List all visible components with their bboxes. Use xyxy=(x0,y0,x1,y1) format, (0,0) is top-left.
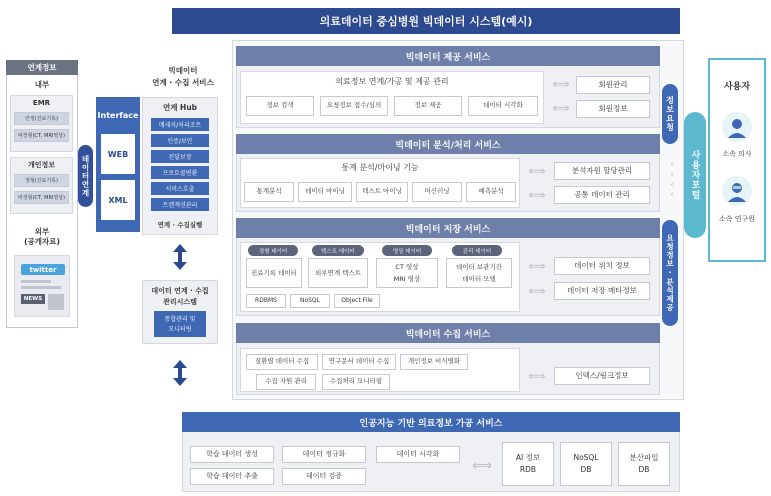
ai-db-rdb-line1: AI 정보 xyxy=(515,453,541,462)
collect-title-line2: 연계 · 수집 서비스 xyxy=(152,77,214,87)
image-data-text2: MRI 영상 xyxy=(393,274,421,283)
double-arrow-icon: ⟺ xyxy=(552,101,570,115)
external-sub-label: (공개자료) xyxy=(24,237,60,246)
analysis-pill-ml: 머신러닝 xyxy=(412,182,462,202)
gather-research-docs: 연구문서 데이터 수집 xyxy=(322,354,396,370)
analysis-sub: 통계 분석/마이닝 기능 xyxy=(341,163,419,172)
hub-chip-service-call: 서비스호출 xyxy=(151,182,209,195)
page-title: 의료데이터 중심병원 빅데이터 시스템(예시) xyxy=(172,8,680,34)
doctor-icon xyxy=(722,112,752,142)
data-link-vertical-text: 데이터연계 xyxy=(81,154,90,198)
personal-info-title: 개인정보 xyxy=(27,161,56,169)
external-news-image xyxy=(14,255,70,317)
info-request-text: 정보요청 xyxy=(665,96,675,132)
researcher-label: 소속 연구원 xyxy=(718,215,756,223)
double-arrow-icon: ⟺ xyxy=(528,259,546,273)
storage-nosql: NoSQL xyxy=(290,294,330,308)
double-arrow-icon: ⟺ xyxy=(528,164,546,178)
gather-resource-mgmt: 수집 자원 관리 xyxy=(256,374,316,390)
web-box: WEB xyxy=(101,134,135,174)
member-management: 회원관리 xyxy=(576,76,650,94)
image-data-text1: CT 영상 xyxy=(395,262,419,271)
double-arrow-icon: ⟺ xyxy=(528,284,546,298)
external-label: 외부 xyxy=(34,227,50,236)
chevron-left-icons: ‹ ‹ ‹ ‹ xyxy=(670,160,674,200)
ai-validate: 데이터 검증 xyxy=(282,468,366,485)
mgmt-data-text2: 데이터 모델 xyxy=(462,274,496,283)
ai-db-distributed-line2: DB xyxy=(638,465,650,474)
personal-item-unstructured: 비정형(CT, MRI영상) xyxy=(14,191,69,204)
provide-pill-provide: 정보 제공 xyxy=(394,96,462,116)
gather-disease: 질환별 데이터 수집 xyxy=(246,354,318,370)
emr-item-structured: 안정(진료기록) xyxy=(14,112,69,125)
collect-title-line1: 빅데이터 xyxy=(168,65,198,75)
ai-db-nosql-line2: DB xyxy=(580,465,592,474)
news-label: NEWS xyxy=(21,294,45,304)
provide-header: 빅데이터 제공 서비스 xyxy=(236,46,660,66)
text-data-text: 외부연계 텍스트 xyxy=(314,268,362,277)
hub-chip-message: 메세지/처리조트 xyxy=(151,118,209,131)
info-request-label xyxy=(662,84,678,144)
hub-footer: 연계 · 수집실행 xyxy=(157,220,203,229)
provide-pill-visualize: 데이터 시각화 xyxy=(468,96,538,116)
mgmt-chip-line2: 모니터링 xyxy=(168,326,192,333)
user-portal-label xyxy=(684,112,706,238)
data-link-vertical-label xyxy=(78,145,93,207)
analysis-pill-statistics: 통계분석 xyxy=(244,182,294,202)
xml-box: XML xyxy=(101,180,135,220)
common-data-management: 공통 데이터 관리 xyxy=(554,186,650,204)
request-provide-text: 요청정보·분석제공 xyxy=(665,234,675,312)
double-arrow-icon: ⟺ xyxy=(528,188,546,202)
ai-header: 인공지능 기반 의료정보 가공 서비스 xyxy=(182,412,680,432)
hub-chip-transaction: 트랜잭션관리 xyxy=(151,198,209,211)
hub-chip-auth: 인증/보안 xyxy=(151,134,209,147)
doctor-label: 소속 의사 xyxy=(722,150,752,158)
ai-db-distributed-line1: 분산파일 xyxy=(629,453,659,462)
structured-data-text: 진료기록 데이터 xyxy=(250,268,298,277)
member-info: 회원정보 xyxy=(576,100,650,118)
double-arrow-icon: ⟺ xyxy=(528,369,546,383)
emr-item-unstructured: 비정형(CT, MRI영상) xyxy=(14,129,69,142)
ai-learning-data-extract: 학습 데이터 추출 xyxy=(190,468,274,485)
interface-title: Interface xyxy=(97,110,139,120)
analysis-pill-predict: 예측분석 xyxy=(466,182,516,202)
text-data-chip: 텍스트 데이터 xyxy=(312,245,364,256)
mgmt-title-line2: 관리시스템 xyxy=(163,297,197,306)
user-title: 사용자 xyxy=(723,81,751,92)
index-link-info: 인덱스/링크정보 xyxy=(554,367,650,385)
provide-pill-request: 요청정보 접수/심의 xyxy=(320,96,388,116)
double-arrow-icon: ⟺ xyxy=(471,458,493,474)
text-line-icon xyxy=(21,286,61,289)
analysis-pill-data-mining: 데이터 마이닝 xyxy=(298,182,352,202)
mgmt-chip-line1: 통합관리 및 xyxy=(164,316,196,323)
researcher-icon xyxy=(722,176,752,206)
hub-chip-delivery: 전달보장 xyxy=(151,150,209,163)
up-down-arrow-icon xyxy=(172,360,188,386)
analysis-header: 빅데이터 분석/처리 서비스 xyxy=(236,134,660,154)
double-arrow-icon: ⟺ xyxy=(552,77,570,91)
analysis-pill-text-mining: 텍스트 마이닝 xyxy=(356,182,408,202)
provide-sub: 의료정보 연계/가공 및 제공 관리 xyxy=(335,76,449,86)
gather-monitoring: 수집처리 모니터링 xyxy=(322,374,390,390)
gather-header: 빅데이터 수집 서비스 xyxy=(236,323,660,343)
news-image-icon xyxy=(48,294,64,310)
internal-label: 내부 xyxy=(34,79,50,89)
link-info-header: 연계정보 xyxy=(6,60,78,75)
ai-db-rdb-line2: RDB xyxy=(519,465,537,474)
data-storage-meta: 데이터 저장 메타정보 xyxy=(554,282,650,300)
gather-deidentify: 개인정보 비식별화 xyxy=(400,354,468,370)
data-location-info: 데이터 위치 정보 xyxy=(554,257,650,275)
ai-visualize: 데이터 시각화 xyxy=(376,446,460,463)
ai-db-nosql-line1: NoSQL xyxy=(573,453,599,462)
text-line-icon xyxy=(21,280,51,283)
ai-normalize: 데이터 정규화 xyxy=(282,446,366,463)
up-down-arrow-icon xyxy=(172,244,188,270)
hub-chip-protocol: 프로토콜변환 xyxy=(151,166,209,179)
analysis-resource-allocation: 분석자원 할당관리 xyxy=(554,162,650,180)
structured-data-chip: 정형 데이터 xyxy=(248,245,298,256)
personal-item-structured: 정형(진료기록) xyxy=(14,174,69,187)
storage-object-file: Object File xyxy=(334,294,380,308)
user-portal-text: 사용자포털 xyxy=(689,150,700,200)
provide-pill-search: 정보 검색 xyxy=(246,96,314,116)
request-provide-label xyxy=(662,220,678,326)
mgmt-data-chip: 관리 데이터 xyxy=(452,245,502,256)
ai-learning-data-gen: 학습 데이터 생성 xyxy=(190,446,274,463)
emr-title: EMR xyxy=(32,99,51,107)
mgmt-title-line1: 데이터 연계 · 수집 xyxy=(151,286,209,295)
storage-header: 빅데이터 저장 서비스 xyxy=(236,218,660,238)
link-hub-title: 연계 Hub xyxy=(162,102,198,112)
storage-rdbms: RDBMS xyxy=(246,294,286,308)
image-data-chip: 영상 데이터 xyxy=(382,245,432,256)
mgmt-data-text1: 데이터 보관기간 xyxy=(455,262,503,271)
twitter-logo: twitter xyxy=(21,264,65,275)
